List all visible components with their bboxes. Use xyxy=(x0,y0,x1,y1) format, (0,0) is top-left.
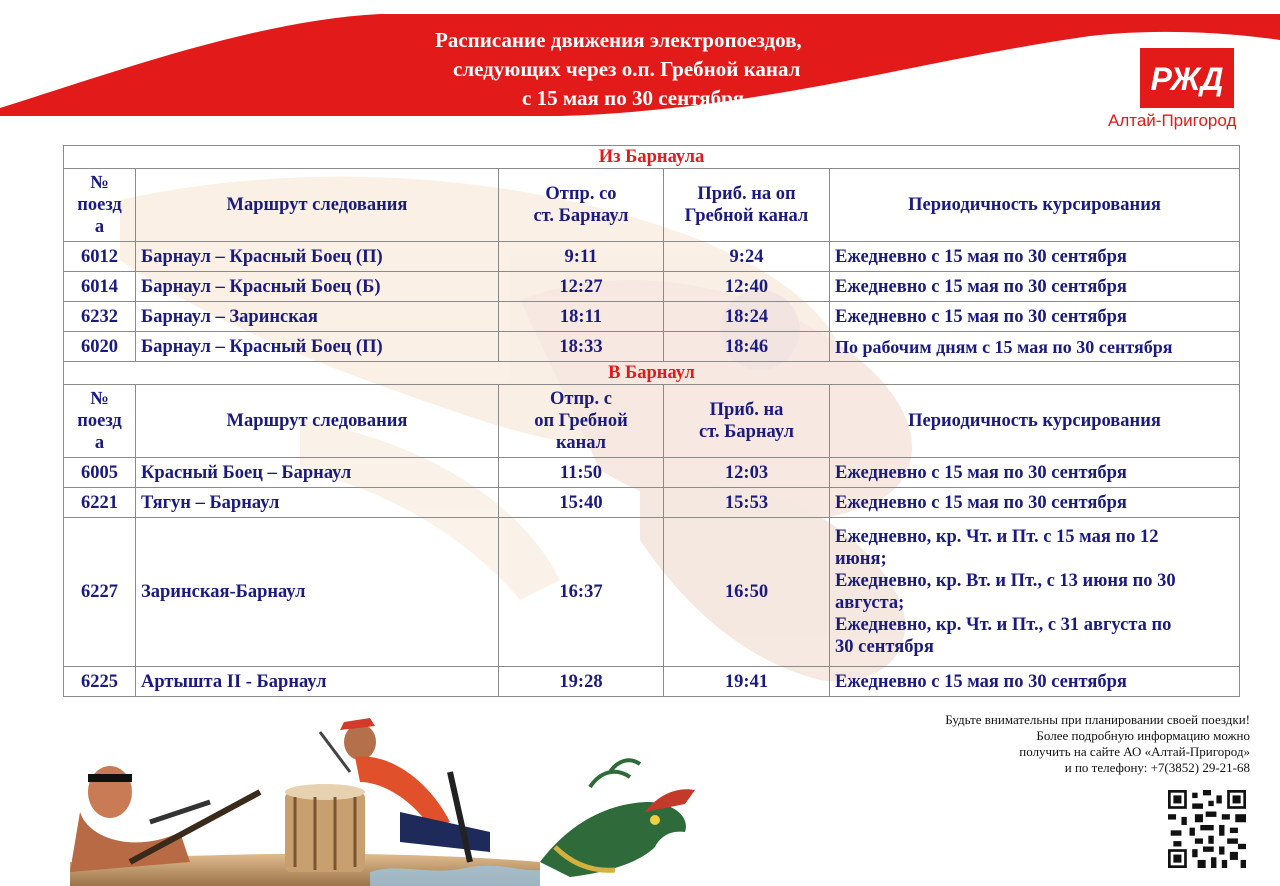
depart-time: 12:27 xyxy=(499,272,664,302)
route: Артышта II - Барнаул xyxy=(136,667,499,697)
title-line-3: с 15 мая по 30 сентября xyxy=(522,86,745,110)
route: Барнаул – Красный Боец (Б) xyxy=(136,272,499,302)
train-number: 6227 xyxy=(64,518,136,667)
header-depart-l3: канал xyxy=(555,433,607,453)
header-route: Маршрут следования xyxy=(136,169,499,242)
section-to-barnaul xyxy=(64,362,1240,385)
header-depart xyxy=(499,169,664,242)
rzd-logo xyxy=(1140,48,1234,108)
header-depart xyxy=(499,385,664,458)
arrive-time: 12:03 xyxy=(664,458,830,488)
period: Ежедневно с 15 мая по 30 сентября xyxy=(830,272,1240,302)
arrive-time: 19:41 xyxy=(664,667,830,697)
section-title: В Барнаул xyxy=(64,362,1240,385)
route: Тягун – Барнаул xyxy=(136,488,499,518)
header-number xyxy=(64,169,136,242)
title-line-2: следующих через о.п. Гребной канал xyxy=(453,57,801,81)
footer-line: и по телефону: +7(3852) 29-21-68 xyxy=(1064,760,1250,775)
arrive-time: 16:50 xyxy=(664,518,830,667)
period: Ежедневно с 15 мая по 30 сентября xyxy=(830,242,1240,272)
header-arrive-l2: ст. Барнаул xyxy=(698,422,795,442)
period-line: Ежедневно, кр. Вт. и Пт., с 13 июня по 30 xyxy=(835,571,1176,591)
logo-caption: Алтай-Пригород xyxy=(1108,111,1237,130)
header-period: Периодичность курсирования xyxy=(830,169,1240,242)
route: Барнаул – Красный Боец (П) xyxy=(136,242,499,272)
header-number-l3: а xyxy=(94,217,105,237)
period: По рабочим дням с 15 мая по 30 сентября xyxy=(830,332,1240,362)
train-number: 6232 xyxy=(64,302,136,332)
period-line: августа; xyxy=(835,593,905,613)
train-number: 6225 xyxy=(64,667,136,697)
period-line: Ежедневно, кр. Чт. и Пт. с 15 мая по 12 xyxy=(835,527,1159,547)
train-number: 6221 xyxy=(64,488,136,518)
train-number: 6005 xyxy=(64,458,136,488)
header-depart-l1: Отпр. со xyxy=(545,184,617,204)
header-arrive-l1: Приб. на оп xyxy=(697,184,796,204)
depart-time: 19:28 xyxy=(499,667,664,697)
header-depart-l2: ст. Барнаул xyxy=(533,206,629,226)
header-number-l3: а xyxy=(94,433,105,453)
rzd-logo-mark: РЖД xyxy=(1150,61,1224,97)
depart-time: 11:50 xyxy=(499,458,664,488)
title-line-1: Расписание движения электропоездов, xyxy=(435,28,802,52)
header-number-l2: поезд xyxy=(77,195,122,215)
footer-line: Будьте внимательны при планировании своей поездки! xyxy=(945,712,1250,727)
header-number-l1: № xyxy=(90,389,109,409)
period-line: 30 сентября xyxy=(835,637,934,657)
table-row xyxy=(64,458,1240,488)
train-number: 6020 xyxy=(64,332,136,362)
arrive-time: 18:46 xyxy=(664,332,830,362)
table-row xyxy=(64,242,1240,272)
table-row xyxy=(64,302,1240,332)
arrive-time: 9:24 xyxy=(664,242,830,272)
route: Барнаул – Красный Боец (П) xyxy=(136,332,499,362)
header-arrive xyxy=(664,169,830,242)
header-arrive-l2: Гребной канал xyxy=(684,206,809,226)
rzd-logo-icon xyxy=(1147,56,1227,100)
table-row xyxy=(64,667,1240,697)
header-number xyxy=(64,385,136,458)
header-depart-l2: оп Гребной xyxy=(534,411,628,431)
header-arrive-l1: Приб. на xyxy=(709,400,784,420)
depart-time: 18:11 xyxy=(499,302,664,332)
arrive-time: 15:53 xyxy=(664,488,830,518)
period: Ежедневно с 15 мая по 30 сентября xyxy=(830,458,1240,488)
section-title: Из Барнаула xyxy=(64,146,1240,169)
depart-time: 18:33 xyxy=(499,332,664,362)
period-line: Ежедневно, кр. Чт. и Пт., с 31 августа по xyxy=(835,615,1172,635)
period-line: июня; xyxy=(835,549,887,569)
period: Ежедневно с 15 мая по 30 сентября xyxy=(830,667,1240,697)
footer-line: Более подробную информацию можно xyxy=(1036,728,1250,743)
period xyxy=(830,518,1240,667)
table-header xyxy=(64,385,1240,458)
timetable xyxy=(63,145,1240,697)
table-row xyxy=(64,488,1240,518)
train-number: 6014 xyxy=(64,272,136,302)
table-header xyxy=(64,169,1240,242)
period: Ежедневно с 15 мая по 30 сентября xyxy=(830,488,1240,518)
arrive-time: 12:40 xyxy=(664,272,830,302)
arrive-time: 18:24 xyxy=(664,302,830,332)
header-period: Периодичность курсирования xyxy=(830,385,1240,458)
header-depart-l1: Отпр. с xyxy=(550,389,612,409)
qr-code-icon[interactable] xyxy=(1168,790,1246,868)
depart-time: 15:40 xyxy=(499,488,664,518)
section-from-barnaul xyxy=(64,146,1240,169)
depart-time: 16:37 xyxy=(499,518,664,667)
header-number-l1: № xyxy=(90,173,109,193)
footer-line: получить на сайте АО «Алтай-Пригород» xyxy=(1019,744,1250,759)
table-row xyxy=(64,272,1240,302)
page-title xyxy=(380,26,900,113)
dragon-boat-illustration xyxy=(70,712,700,886)
footer-note xyxy=(840,712,1250,776)
header-route: Маршрут следования xyxy=(136,385,499,458)
depart-time: 9:11 xyxy=(499,242,664,272)
route: Заринская-Барнаул xyxy=(136,518,499,667)
route: Барнаул – Заринская xyxy=(136,302,499,332)
header-arrive xyxy=(664,385,830,458)
train-number: 6012 xyxy=(64,242,136,272)
route: Красный Боец – Барнаул xyxy=(136,458,499,488)
table-row xyxy=(64,518,1240,667)
table-row xyxy=(64,332,1240,362)
header-number-l2: поезд xyxy=(77,411,122,431)
period: Ежедневно с 15 мая по 30 сентября xyxy=(830,302,1240,332)
